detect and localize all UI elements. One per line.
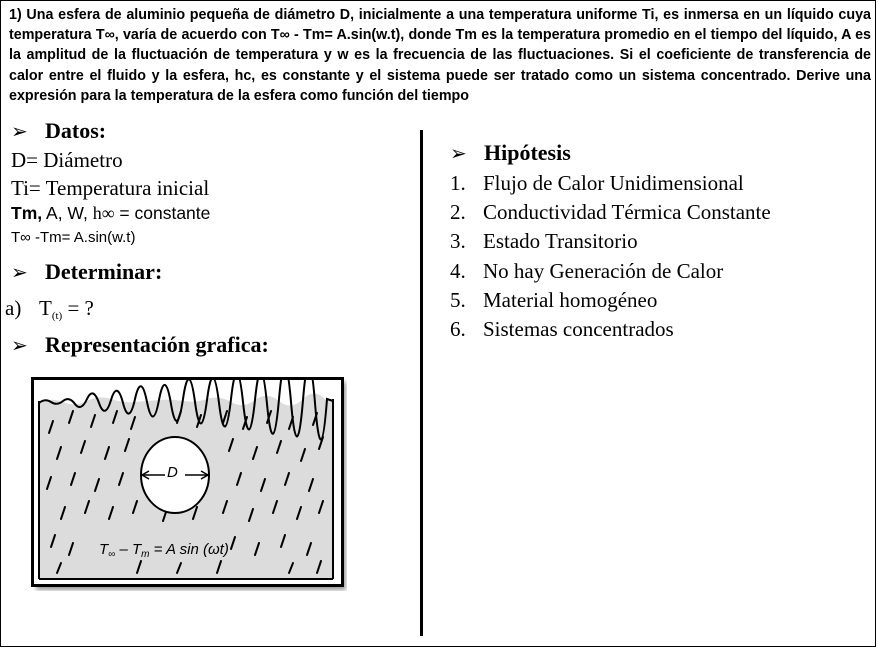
- list-item-number: 4.: [450, 258, 466, 283]
- constante-text: = constante: [114, 203, 211, 223]
- list-item-text: Estado Transitorio: [483, 229, 638, 254]
- arrow-bullet-icon: ➢: [11, 335, 28, 357]
- aw-text: A, W,: [42, 203, 93, 223]
- list-item-number: 5.: [450, 287, 466, 312]
- datos-heading-text: Datos:: [45, 118, 107, 143]
- list-item: [450, 227, 771, 256]
- determinar-heading: [11, 259, 162, 285]
- h-inf-text: h∞: [92, 203, 115, 223]
- list-item-number: 6.: [450, 316, 466, 341]
- sphere-diameter-label: D: [167, 464, 178, 481]
- figure-equation: [99, 541, 229, 560]
- hipotesis-list: [450, 169, 771, 344]
- column-divider: [420, 130, 423, 636]
- eq-rhs: = A sin (ωt): [149, 541, 229, 558]
- list-item: [450, 257, 771, 286]
- list-item: [450, 286, 771, 315]
- item-label: a): [5, 296, 22, 320]
- list-item: [450, 315, 771, 344]
- datos-line-diameter: D= Diámetro: [11, 148, 123, 172]
- list-item-text: No hay Generación de Calor: [483, 258, 724, 283]
- problem-statement: 1) Una esfera de aluminio pequeña de diámetro D, inicialmente a una temperatura uniforme Ti, es inmersa en un líquido cuya temperatura T∞, varía de acuerdo con T∞ - Tm= A.sin(w.t), donde Tm es la temperatura promedio en el tiempo del líquido, A es la amplitud de la fluctuación de temperatura y w es la frecuencia de las fluctuaciones. Si el coeficiente de transferencia de calor entre el fluido y la esfera, hc, es constante y el sistema puede ser tratado como un sistema concentrado. Derive una expresión para la temperatura de la esfera como función del tiempo: [9, 7, 871, 104]
- datos-line-constants: [11, 203, 210, 224]
- list-item-number: 2.: [450, 200, 466, 225]
- arrow-bullet-icon: ➢: [11, 262, 28, 284]
- list-item-text: Conductividad Térmica Constante: [483, 200, 771, 225]
- t-symbol: T: [39, 296, 52, 320]
- determinar-heading-text: Determinar:: [45, 259, 163, 284]
- tm-text: Tm,: [11, 203, 43, 223]
- list-item-number: 3.: [450, 229, 466, 254]
- datos-line-fluctuation: T∞ -Tm= A.sin(w.t): [11, 229, 136, 246]
- list-item: [450, 169, 771, 198]
- representacion-heading-text: Representación grafica:: [45, 332, 269, 357]
- sphere-in-liquid-figure: [31, 377, 347, 591]
- arrow-bullet-icon: ➢: [450, 143, 467, 165]
- representacion-heading: [11, 332, 269, 358]
- hipotesis-heading-text: Hipótesis: [484, 140, 571, 165]
- eq-sub-inf: ∞: [108, 549, 116, 560]
- hipotesis-heading: [450, 140, 571, 166]
- eq-t-m: – T: [115, 541, 142, 558]
- datos-line-initial-temp: Ti= Temperatura inicial: [11, 176, 210, 200]
- datos-heading: [11, 118, 106, 144]
- list-item-text: Sistemas concentrados: [483, 316, 674, 341]
- list-item-text: Material homogéneo: [483, 287, 658, 312]
- determinar-item: [5, 296, 94, 322]
- eq-sub-m: m: [141, 549, 150, 560]
- list-item-text: Flujo de Calor Unidimensional: [483, 171, 744, 195]
- item-equals: = ?: [62, 296, 94, 320]
- list-item-number: 1.: [450, 171, 466, 195]
- arrow-bullet-icon: ➢: [11, 121, 28, 143]
- eq-t-inf: T: [99, 541, 109, 558]
- t-subscript: (t): [51, 310, 63, 322]
- list-item: [450, 198, 771, 227]
